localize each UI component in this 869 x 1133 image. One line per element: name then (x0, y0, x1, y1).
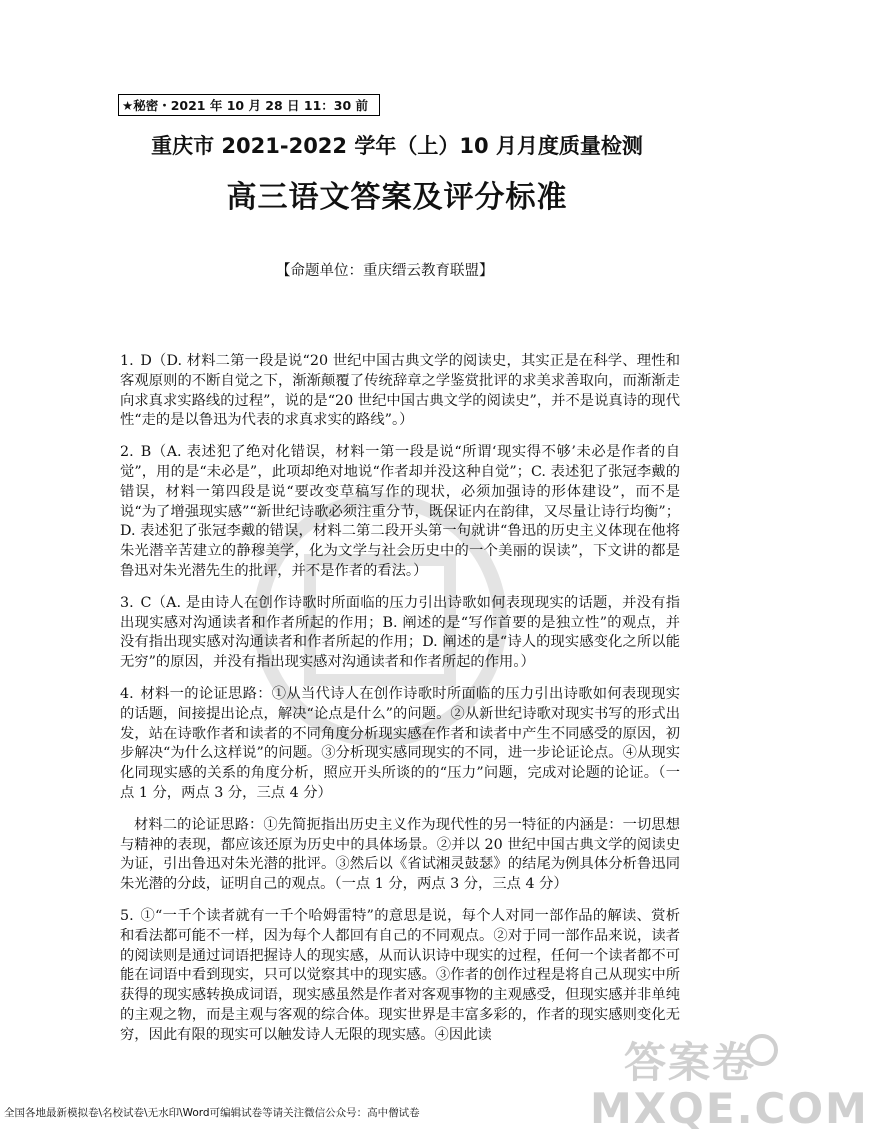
item-number: 3. (120, 594, 134, 611)
item-text: C（A. 是由诗人在创作诗歌时所面临的压力引出诗歌如何表现现实的话题，并没有指出现实感对沟通读者和作者所起的作用；B. 阐述的是“写作首要的是独立性”的观点，并没有指出现实感对沟通读者和作者所起的作用；D. 阐述的是“诗人的现实感变化之所以能无穷”的原因，并没有指出现实感对沟通读者和作者所起的作用。） (120, 594, 680, 671)
item-number: 5. (120, 907, 134, 924)
author-unit: 【命题单位：重庆缙云教育联盟】 (276, 263, 494, 279)
answer-item-3 (120, 594, 680, 673)
item-text: B（A. 表述犯了绝对化错误，材料一第一段是说“所谓‘现实得不够’未必是作者的自觉”，用的是“未必是”，此项却绝对地说“作者却并没这种自觉”；C. 表述犯了张冠李戴的错误，材料一第四段是说“要改变草稿写作的现状，必须加强诗的形体建设”，而不是说“为了增强现实感”“新世纪诗歌必须注重分节，既保证内在韵律，又尽量让诗行均衡”；D. 表述犯了张冠李戴的错误，材料二第二段开头第一句就讲“鲁迅的历史主义体现在他将朱光潜辛苦建立的静穆美学，化为文学与社会历史中的一个美丽的误读”，下文讲的都是鲁迅对朱光潜先生的批评，并不是作者的看法。） (120, 444, 680, 579)
exam-title: 重庆市 2021-2022 学年（上）10 月月度质量检测 (151, 134, 643, 158)
answer-item-4 (120, 685, 680, 804)
item-text: 材料一的论证思路：①从当代诗人在创作诗歌时所面临的压力引出诗歌如何表现现实的话题，间接提出论点，解决“论点是什么”的问题。②从新世纪诗歌对现实书写的形式出发，站在诗歌作者和读者的不同角度分析现实感在作者和读者中产生不同感受的原因，初步解决“为什么这样说”的问题。③分析现实感同现实的不同，进一步论证论点。④从现实化同现实感的关系的角度分析，照应开头所谈的的“压力”问题，完成对论题的论证。（一点 1 分，两点 3 分，三点 4 分） (120, 685, 681, 801)
answer-item-1 (120, 352, 680, 431)
answer-content (120, 352, 680, 1058)
item-number: 2. (120, 444, 134, 461)
item-number: 4. (120, 685, 134, 702)
answer-item-5 (120, 907, 680, 1046)
item-text: ①“一千个读者就有一千个哈姆雷特”的意思是说，每个人对同一部作品的解读、赏析和看法都可能不一样，因为每个人都回有自己的不同观点。②对于同一部作品来说，读者的阅读则是通过词语把握诗人的现实感，从而认识诗中现实的过程，任何一个读者都不可能在词语中看到现实，只可以觉察其中的现实感。③作者的创作过程是将自己从现实中所获得的现实感转换成词语，现实感虽然是作者对客观事物的主观感受，但现实感并非单纯的主观之物，而是主观与客观的综合体。现实世界是丰富多彩的，作者的现实感则变化无穷，因此有限的现实可以触发诗人无限的现实感。④因此读 (120, 907, 680, 1043)
item-text: D（D. 材料二第一段是说“20 世纪中国古典文学的阅读史，其实正是在科学、理性和客观原则的不断自觉之下，渐渐颠覆了传统辞章之学鉴赏批评的求美求善取向，而渐渐走向求真求实路线的过程”，说的是“20 世纪中国古典文学的阅读史”，并不是说真诗的现代性“走的是以鲁迅为代表的求真求实的路线”。） (120, 353, 680, 429)
corner-watermark: 答案卷 MXQE.COM (590, 1038, 869, 1133)
item-number: 1. (120, 353, 134, 369)
page-title: 高三语文答案及评分标准 (226, 180, 568, 215)
confidential-label: ★秘密・2021 年 10 月 28 日 11：30 前 (118, 94, 380, 116)
answer-item-4-part-2: 材料二的论证思路：①先简扼指出历史主义作为现代性的另一特征的内涵是：一切思想与精神的表现，都应该还原为历史中的具体场景。②并以 20 世纪中国古典文学的阅读史为证，引出鲁迅对朱光潜的批评。③然后以《省试湘灵鼓瑟》的结尾为例具体分析鲁迅同朱光潜的分歧，证明自己的观点。（一点 1 分，两点 3 分，三点 4 分） (120, 816, 680, 893)
answer-item-2 (120, 443, 680, 582)
page-footer: 全国各地最新模拟卷\名校试卷\无水印\Word可编辑试卷等请关注微信公众号：高中僧试卷 (4, 1107, 420, 1119)
